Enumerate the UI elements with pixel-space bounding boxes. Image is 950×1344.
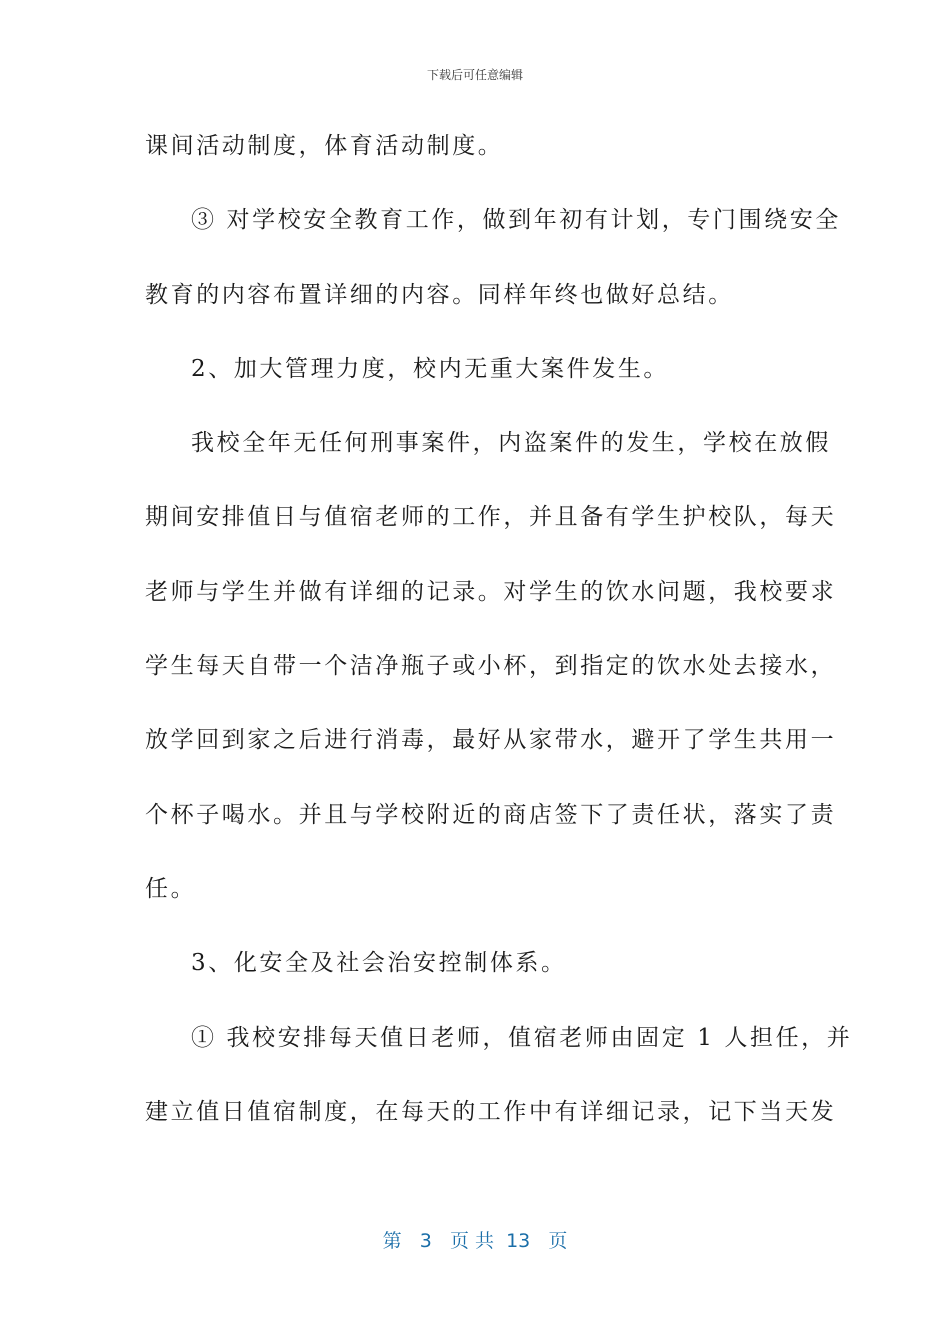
text-line: 我校全年无任何刑事案件，内盗案件的发生，学校在放假 xyxy=(191,430,831,457)
text-line: 任。 xyxy=(145,875,197,902)
header-note: 下载后可任意编辑 xyxy=(426,68,523,82)
text-line: 建立值日值宿制度，在每天的工作中有详细记录，记下当天发 xyxy=(145,1098,837,1125)
section-heading: 2、加大管理力度，校内无重大案件发生。 xyxy=(191,355,670,382)
text-line: 教育的内容布置详细的内容。同样年终也做好总结。 xyxy=(145,281,734,308)
document-body xyxy=(145,124,853,1164)
text-line: 学生每天自带一个洁净瓶子或小杯，到指定的饮水处去接水， xyxy=(145,653,837,680)
text-line: ① 我校安排每天值日老师，值宿老师由固定 1 人担任，并 xyxy=(191,1024,853,1051)
section-heading: 3、化安全及社会治安控制体系。 xyxy=(191,950,567,977)
text-line: 期间安排值日与值宿老师的工作，并且备有学生护校队，每天 xyxy=(145,504,837,531)
text-line: 老师与学生并做有详细的记录。对学生的饮水问题，我校要求 xyxy=(145,578,837,605)
page-number-footer: 第 3 页 共 13 页 xyxy=(382,1230,568,1252)
text-line: ③ 对学校安全教育工作，做到年初有计划，专门围绕安全 xyxy=(191,207,841,234)
text-line: 放学回到家之后进行消毒，最好从家带水，避开了学生共用一 xyxy=(145,727,837,754)
text-line: 课间活动制度，体育活动制度。 xyxy=(145,133,504,159)
text-line: 个杯子喝水。并且与学校附近的商店签下了责任状，落实了责 xyxy=(145,801,837,828)
